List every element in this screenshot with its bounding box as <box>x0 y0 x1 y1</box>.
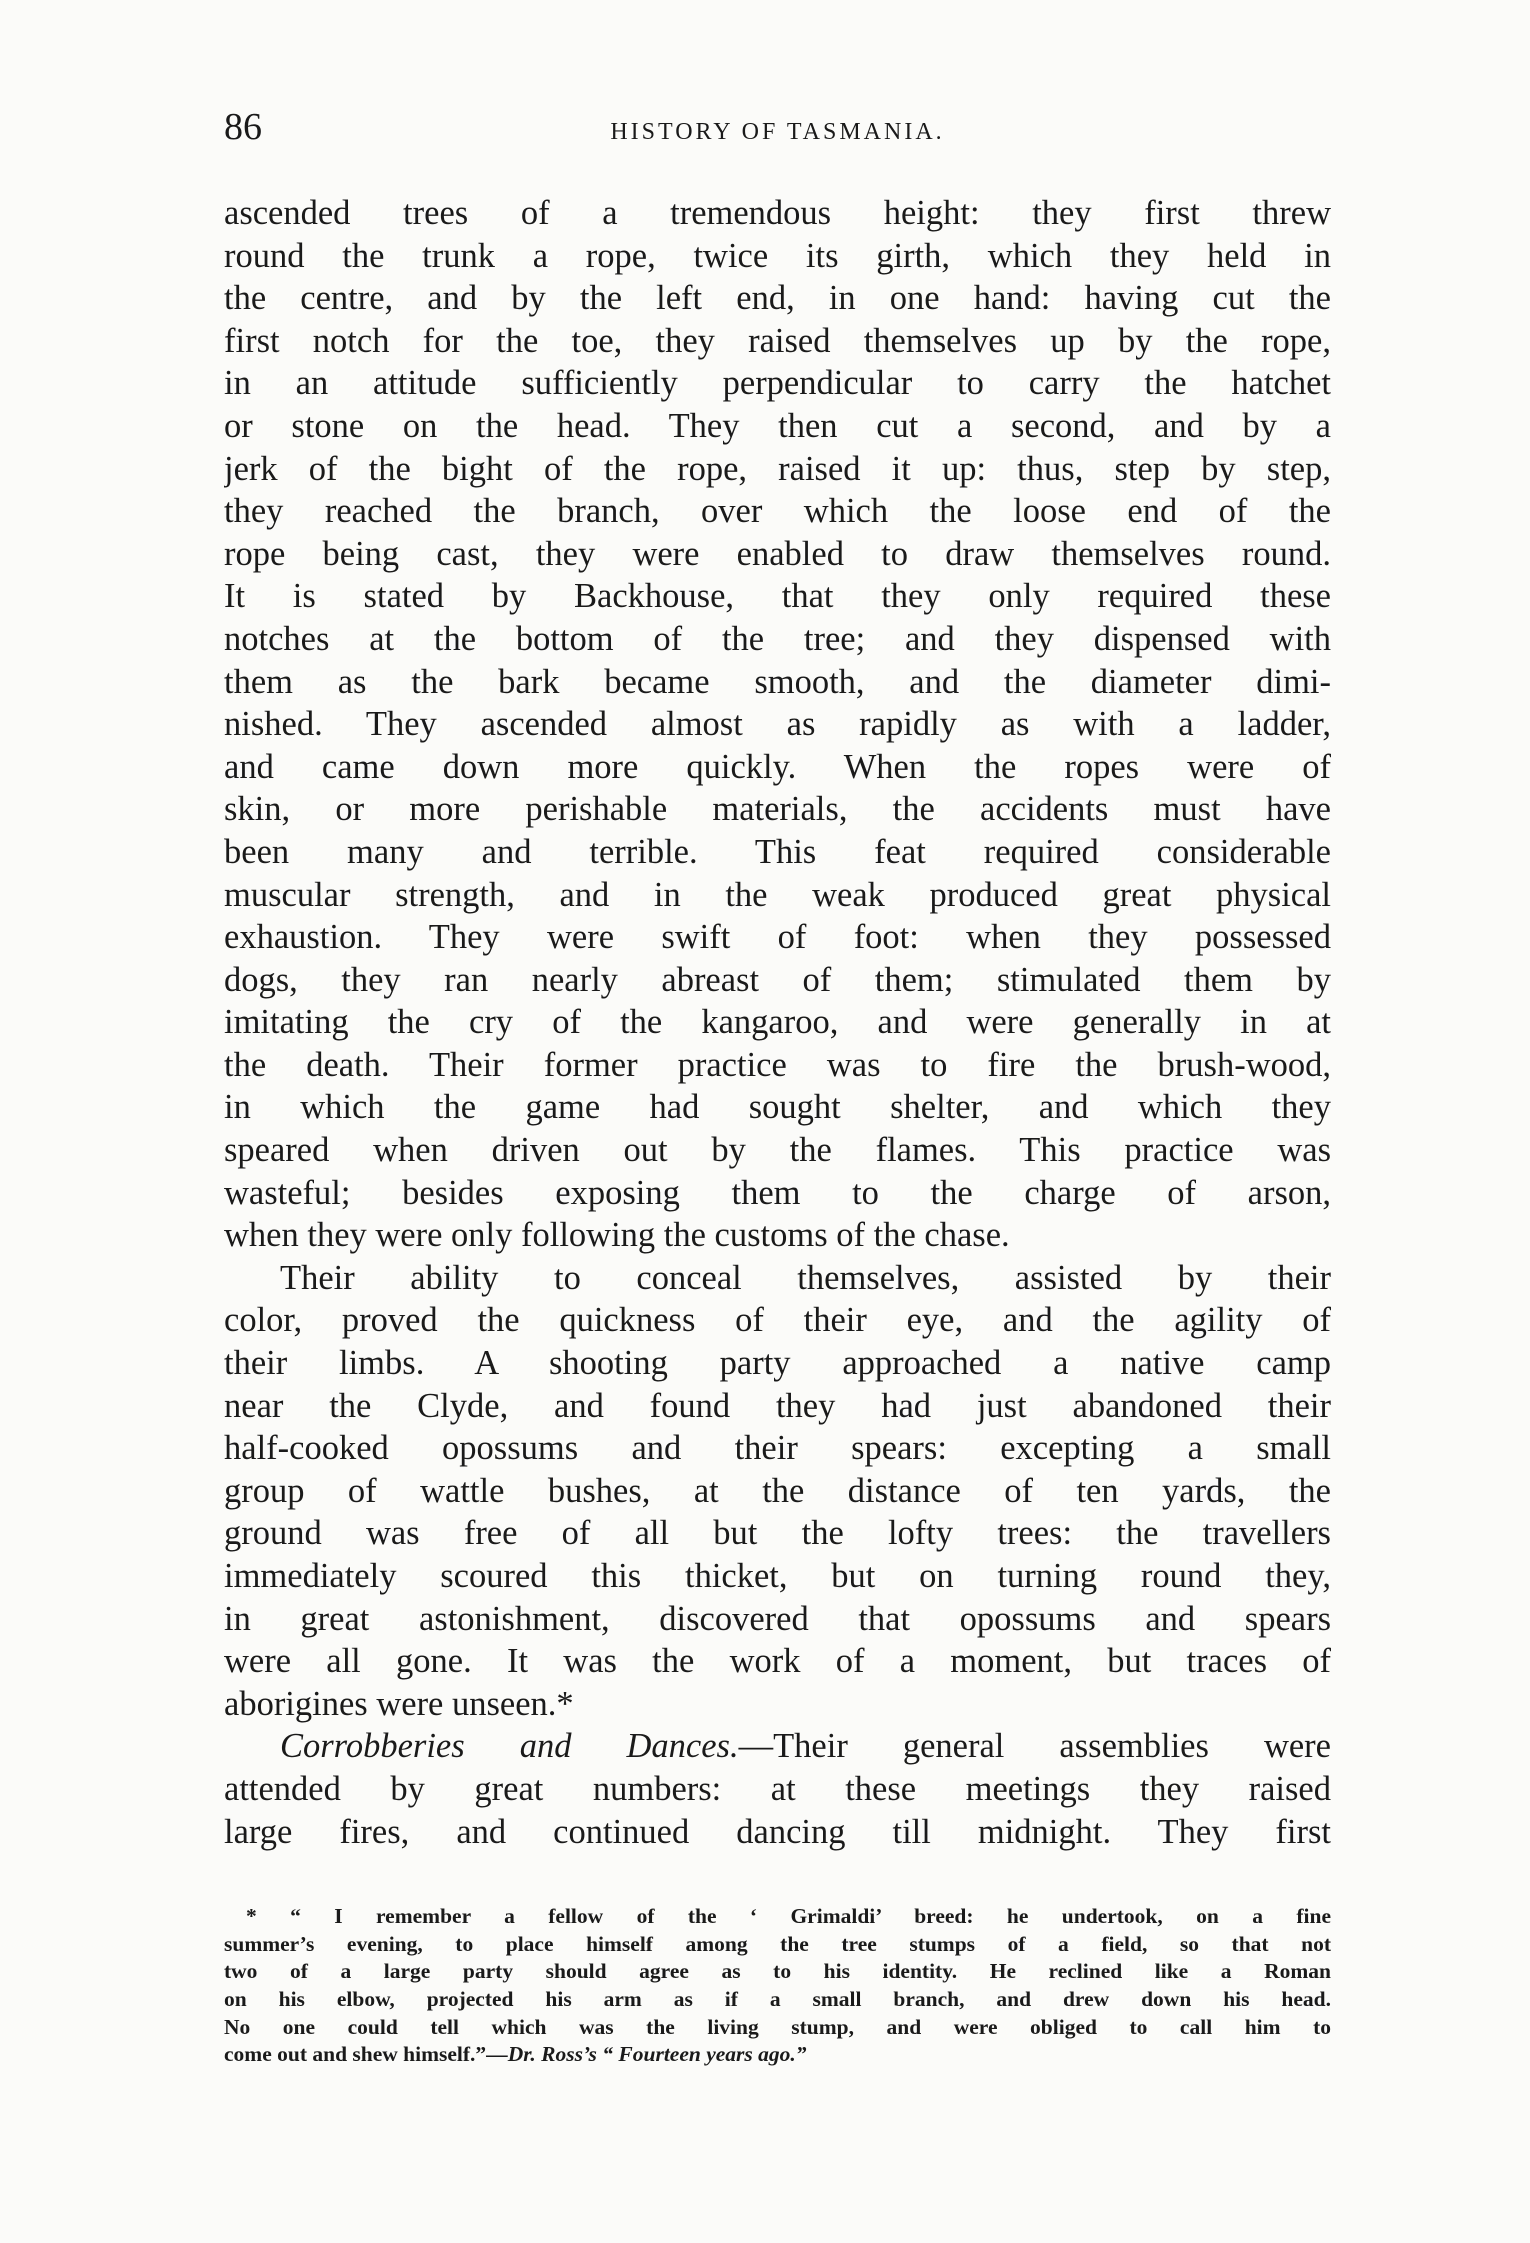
section-heading: Corrobberies and Dances. <box>280 1727 739 1766</box>
text-line: the death. Their former practice was to fire the brush-wood, <box>224 1045 1331 1084</box>
text-line: speared when driven out by the flames. This practice was <box>224 1131 1331 1170</box>
text-line: ascended trees of a tremendous height: they first threw <box>224 194 1331 232</box>
text-line: been many and terrible. This feat required considerable <box>224 832 1331 871</box>
footnote-line: two of a large party should agree as to his identity. He reclined like a Roman <box>224 1959 1331 1984</box>
text-line: near the Clyde, and found they had just abandoned their <box>224 1386 1331 1425</box>
running-title: HISTORY OF TASMANIA. <box>610 119 945 145</box>
text-line <box>224 1725 1331 1768</box>
text-line: notches at the bottom of the tree; and they dispensed with <box>224 619 1331 658</box>
page-header <box>224 108 1331 164</box>
paragraph-1 <box>224 192 1331 1257</box>
text-line: round the trunk a rope, twice its girth, which they held in <box>224 236 1331 275</box>
text-line: group of wattle bushes, at the distance of ten yards, the <box>224 1471 1331 1510</box>
text-line: half-cooked opossums and their spears: excepting a small <box>224 1429 1331 1468</box>
text-line: Their ability to conceal themselves, assisted by their <box>280 1258 1331 1297</box>
paragraph-2 <box>224 1257 1331 1726</box>
text-line: rope being cast, they were enabled to draw themselves round. <box>224 534 1331 573</box>
footnote-text: come out and shew himself.”— <box>224 2042 508 2067</box>
footnote-line <box>224 2041 1331 2069</box>
text-line: exhaustion. They were swift of foot: when they possessed <box>224 918 1331 957</box>
text-line-rest: —Their general assemblies were <box>738 1727 1331 1766</box>
text-line: them as the bark became smooth, and the diameter dimi- <box>224 662 1331 701</box>
text-line: were all gone. It was the work of a moment, but traces of <box>224 1642 1331 1681</box>
body-text <box>224 192 1331 1853</box>
text-line: ground was free of all but the lofty trees: the travellers <box>224 1514 1331 1553</box>
text-line: dogs, they ran nearly abreast of them; stimulated them by <box>224 960 1331 999</box>
text-line: jerk of the bight of the rope, raised it up: thus, step by step, <box>224 449 1331 488</box>
text-line: and came down more quickly. When the ropes were of <box>224 747 1331 786</box>
text-line: aborigines were unseen.* <box>224 1684 574 1723</box>
text-line: they reached the branch, over which the loose end of the <box>224 492 1331 531</box>
text-line: large fires, and continued dancing till midnight. They first <box>224 1812 1331 1851</box>
text-line: in which the game had sought shelter, and which they <box>224 1088 1331 1127</box>
text-line: first notch for the toe, they raised themselves up by the rope, <box>224 321 1331 360</box>
text-line: It is stated by Backhouse, that they only required these <box>224 577 1331 616</box>
text-line: in an attitude sufficiently perpendicular to carry the hatchet <box>224 364 1331 403</box>
book-page <box>224 108 1331 2069</box>
text-line: attended by great numbers: at these meetings they raised <box>224 1769 1331 1808</box>
text-line: imitating the cry of the kangaroo, and were generally in at <box>224 1003 1331 1042</box>
paragraph-3 <box>224 1725 1331 1853</box>
footnote-citation: Dr. Ross’s “ Fourteen years ago.” <box>507 2042 807 2067</box>
text-line: their limbs. A shooting party approached a native camp <box>224 1344 1331 1383</box>
footnote-line: * “ I remember a fellow of the ‘ Grimaldi’ breed: he undertook, on a fine <box>246 1904 1331 1929</box>
text-line: muscular strength, and in the weak produced great physical <box>224 875 1331 914</box>
text-line: in great astonishment, discovered that opossums and spears <box>224 1599 1331 1638</box>
footnote-line: No one could tell which was the living stump, and were obliged to call him to <box>224 2014 1331 2039</box>
text-line: skin, or more perishable materials, the accidents must have <box>224 790 1331 829</box>
footnote-line: on his elbow, projected his arm as if a small branch, and drew down his head. <box>224 1986 1331 2011</box>
footnote-line: summer’s evening, to place himself among the tree stumps of a field, so that not <box>224 1931 1331 1956</box>
text-line: when they were only following the customs of the chase. <box>224 1216 1010 1255</box>
page-number: 86 <box>224 106 262 148</box>
text-line: or stone on the head. They then cut a second, and by a <box>224 406 1331 445</box>
text-line: wasteful; besides exposing them to the charge of arson, <box>224 1173 1331 1212</box>
text-line: immediately scoured this thicket, but on turning round they, <box>224 1557 1331 1595</box>
text-line: the centre, and by the left end, in one hand: having cut the <box>224 279 1331 318</box>
text-line: color, proved the quickness of their eye, and the agility of <box>224 1301 1331 1340</box>
footnote <box>224 1903 1331 2069</box>
text-line: nished. They ascended almost as rapidly as with a ladder, <box>224 705 1331 744</box>
